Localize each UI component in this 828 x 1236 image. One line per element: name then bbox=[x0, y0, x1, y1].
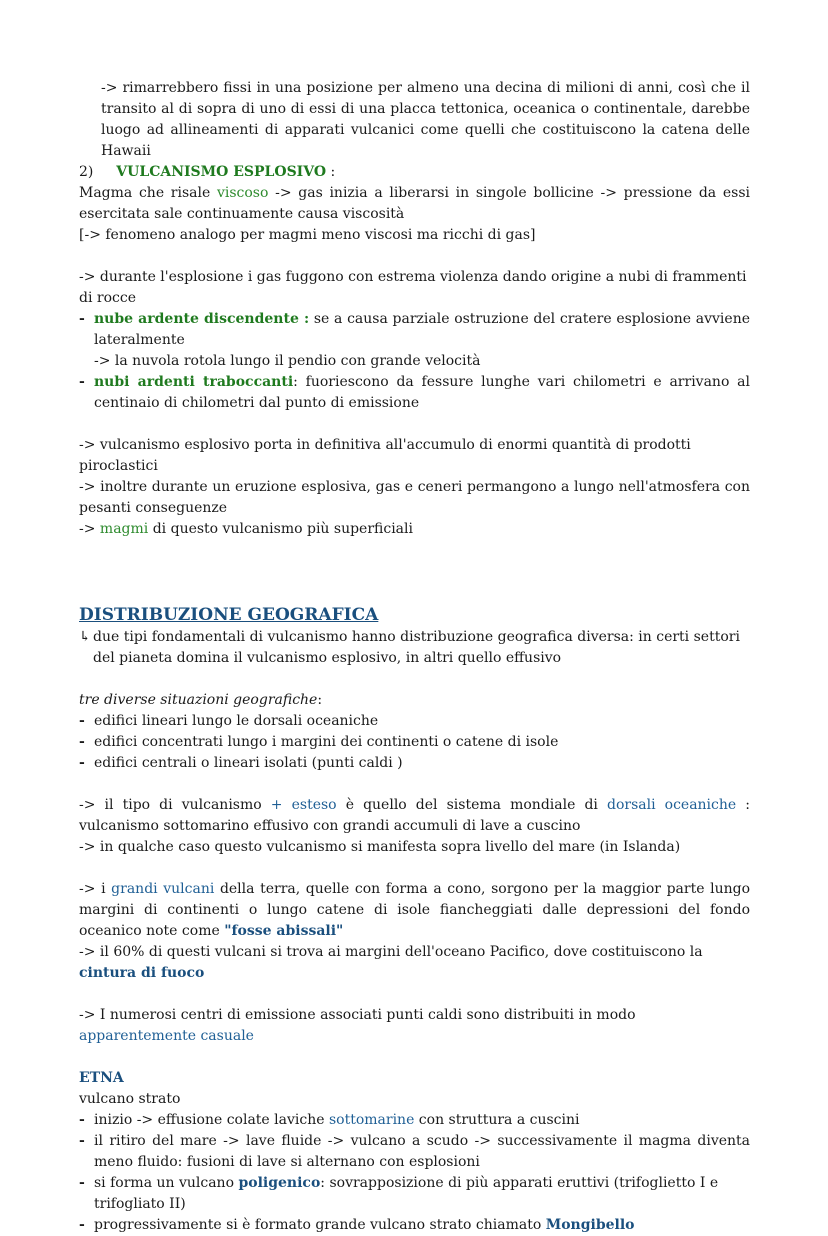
text-run: di questo vulcanismo più superficiali bbox=[148, 521, 413, 537]
list-item: - edifici lineari lungo le dorsali oceaniche bbox=[79, 711, 750, 732]
section-number: 2) bbox=[79, 164, 94, 180]
text-run: -> bbox=[79, 521, 100, 537]
term-cintura-di-fuoco: cintura di fuoco bbox=[79, 965, 205, 981]
paragraph-explosion: -> durante l'esplosione i gas fuggono con estrema violenza dando origine a nubi di frammenti di rocce bbox=[79, 269, 747, 306]
text-run: : fuoriescono da fessure lunghe vari chilometri e arrivano al centinaio di chilometri dal punto di emissione bbox=[94, 374, 750, 411]
term-grandi-vulcani: grandi vulcani bbox=[111, 881, 215, 897]
paragraph-grandi-vulcani bbox=[79, 879, 750, 942]
paragraph-analog: [-> fenomeno analogo per magmi meno viscosi ma ricchi di gas] bbox=[79, 227, 536, 243]
paragraph-tipo-vulcanismo bbox=[79, 795, 750, 837]
bullet-nubi-traboccanti bbox=[79, 372, 750, 414]
hook-arrow-icon: ↳ bbox=[79, 629, 91, 645]
text-run: se a causa parziale ostruzione del cratere esplosione avviene lateralmente bbox=[94, 311, 750, 348]
term-fosse-abissali: "fosse abissali" bbox=[224, 923, 344, 939]
list-item bbox=[79, 1110, 750, 1131]
list-item: - il ritiro del mare -> lave fluide -> vulcano a scudo -> successivamente il magma diventa meno fluido: fusioni di lave si alternano con esplosioni bbox=[79, 1131, 750, 1173]
text-run: della terra, quelle con forma a cono, sorgono per la maggior parte lungo margini di continenti o lungo catene di isole fiancheggiati dalle depressioni del fondo oceanico note come bbox=[79, 881, 750, 939]
text-run: progressivamente si è formato grande vulcano strato chiamato bbox=[94, 1217, 546, 1233]
paragraph-accumulo: -> vulcanismo esplosivo porta in definitiva all'accumulo di enormi quantità di prodotti piroclastici bbox=[79, 437, 691, 474]
term-mongibello: Mongibello bbox=[545, 1217, 635, 1233]
paragraph-eruzione: -> inoltre durante un eruzione esplosiva, gas e ceneri permangono a lungo nell'atmosfera con pesanti conseguenze bbox=[79, 479, 750, 516]
list-item bbox=[79, 1173, 750, 1215]
section-title-text: VULCANISMO ESPLOSIVO bbox=[116, 164, 327, 180]
term-poligenico: poligenico bbox=[238, 1175, 321, 1191]
text-run: due tipi fondamentali di vulcanismo hanno distribuzione geografica diversa: in certi settori del pianeta domina il vulcanismo esplosivo, in altri quello effusivo bbox=[93, 629, 740, 666]
paragraph-hotspot-continuation: -> rimarrebbero fissi in una posizione per almeno una decina di milioni di anni, così che il transito al di sopra di uno di essi di una placca tettonica, oceanica o continentale, darebbe luogo ad allineamenti di apparati vulcanici come quelli che costituiscono la catena delle Hawaii bbox=[101, 80, 750, 159]
text-run: -> i bbox=[79, 881, 112, 897]
heading-etna: ETNA bbox=[79, 1070, 124, 1086]
text-run: : vulcanismo sottomarino effusivo con grandi accumuli di lave a cuscino bbox=[79, 797, 750, 834]
text-run: Magma che risale bbox=[79, 185, 217, 201]
term-apparentemente-casuale: apparentemente casuale bbox=[79, 1028, 254, 1044]
text-run: : bbox=[317, 692, 323, 708]
paragraph-centri bbox=[79, 1005, 750, 1047]
list-item: - edifici concentrati lungo i margini dei continenti o catene di isole bbox=[79, 732, 750, 753]
text-run: tre diverse situazioni geografiche bbox=[79, 692, 318, 708]
paragraph-magmi bbox=[79, 519, 750, 540]
list-item: - edifici centrali o lineari isolati (punti caldi ) bbox=[79, 753, 750, 774]
section-title-colon: : bbox=[326, 164, 336, 180]
paragraph-distribution-intro bbox=[79, 627, 750, 669]
term-magmi: magmi bbox=[99, 521, 149, 537]
term-sottomarine: sottomarine bbox=[328, 1112, 415, 1128]
section-title-explosive bbox=[79, 162, 750, 183]
term-nubi-traboccanti: nubi ardenti traboccanti bbox=[94, 374, 294, 390]
text-run: con struttura a cuscini bbox=[414, 1112, 580, 1128]
term-esteso: + esteso bbox=[270, 797, 337, 813]
paragraph-pacifico bbox=[79, 942, 750, 984]
term-dorsali: dorsali oceaniche bbox=[606, 797, 737, 813]
text-run: si forma un vulcano bbox=[94, 1175, 239, 1191]
text-run: è quello del sistema mondiale di bbox=[336, 797, 607, 813]
text-run: inizio -> effusione colate laviche bbox=[94, 1112, 329, 1128]
term-viscoso: viscoso bbox=[216, 185, 269, 201]
term-nube-ardente: nube ardente discendente : bbox=[94, 311, 310, 327]
document-page bbox=[79, 78, 750, 1236]
text-run: -> il tipo di vulcanismo bbox=[79, 797, 271, 813]
paragraph-islanda: -> in qualche caso questo vulcanismo si manifesta sopra livello del mare (in Islanda) bbox=[79, 839, 681, 855]
paragraph-magma bbox=[79, 183, 750, 225]
text-run: -> I numerosi centri di emissione associati punti caldi sono distribuiti in modo bbox=[79, 1007, 636, 1023]
paragraph-situations-label bbox=[79, 690, 750, 711]
bullet-nube-ardente bbox=[79, 309, 750, 351]
bullet-nube-continuation: -> la nuvola rotola lungo il pendio con grande velocità bbox=[94, 353, 481, 369]
etna-subtitle: vulcano strato bbox=[79, 1091, 181, 1107]
text-run: -> il 60% di questi vulcani si trova ai margini dell'oceano Pacifico, dove costituiscono la bbox=[79, 944, 703, 960]
text-run: : sovrapposizione di più apparati eruttivi (trifoglietto I e trifogliato II) bbox=[94, 1175, 719, 1212]
heading-distribuzione: DISTRIBUZIONE GEOGRAFICA bbox=[79, 605, 379, 625]
list-item bbox=[79, 1215, 750, 1236]
text-run: -> gas inizia a liberarsi in singole bollicine -> pressione da essi esercitata sale continuamente causa viscosità bbox=[79, 185, 750, 222]
